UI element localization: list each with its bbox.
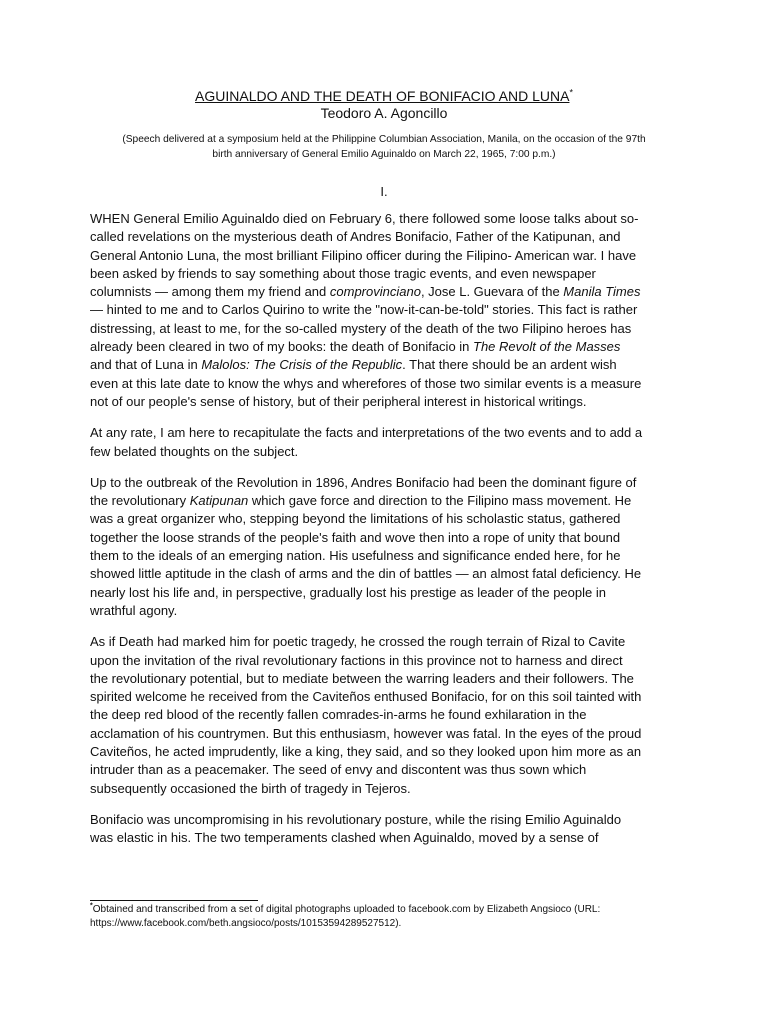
- text-line: nearly lost his life and, in perspective, gradually lost his prestige as leader of the people in: [90, 584, 606, 600]
- text-line: spirited welcome he received from the Caviteños enthused Bonifacio, for on this soil tainted with: [90, 689, 642, 705]
- text-line: General Antonio Luna, the most brilliant Filipino officer during the Filipino- American war. I have: [90, 247, 637, 263]
- footnote-url: https://www.facebook.com/beth.angsioco/posts/10153594289527512).: [90, 918, 402, 929]
- text-line: [90, 338, 678, 356]
- text-run: . That there should be an ardent wish: [402, 357, 617, 373]
- text-line: even at this late date to know the whys and wherefores of those two similar events is a measure: [90, 375, 642, 391]
- text-line: the deep red blood of the recently fallen comrades-in-arms he found exhilaration in the: [90, 707, 587, 723]
- text-line: At any rate, I am here to recapitulate the facts and interpretations of the two events and to add a: [90, 425, 643, 441]
- footnote: [90, 903, 690, 931]
- footnote-text: Obtained and transcribed from a set of digital photographs uploaded to facebook.com by Elizabeth Angsioco (URL:: [92, 904, 601, 915]
- paper-title: [90, 88, 678, 105]
- paragraph-1: [90, 210, 678, 411]
- text-line: [90, 356, 678, 374]
- paragraph-4: [90, 633, 678, 798]
- text-line: WHEN General Emilio Aguinaldo died on February 6, there followed some loose talks about so-: [90, 211, 639, 226]
- speech-occasion-note: [90, 132, 678, 162]
- document-page: [90, 88, 678, 848]
- text-line: Caviteños, he acted imprudently, like a king, they said, and so they looked upon him more as an: [90, 744, 642, 760]
- italic-term: Katipunan: [189, 493, 249, 509]
- text-line: distressing, at least to me, for the so-called mystery of the death of the two Filipino heroes has: [90, 320, 632, 336]
- text-line: acclamation of his countrymen. But this enthusiasm, however was fatal. In the eyes of the proud: [90, 725, 642, 741]
- text-line: intruder than as a peacemaker. The seed of envy and discontent was thus sown which: [90, 762, 587, 778]
- text-run: the revolutionary: [90, 493, 190, 509]
- text-run: already been cleared in two of my books: the death of Bonifacio in: [90, 339, 474, 355]
- author-name: Teodoro A. Agoncillo: [320, 105, 448, 121]
- text-run: and that of Luna in: [90, 357, 202, 373]
- text-line: — hinted to me and to Carlos Quirino to write the "now-it-can-be-told" stories. This fact is rather: [90, 302, 638, 318]
- text-line: not of our people's sense of history, but of their peripheral interest in historical writings.: [90, 393, 587, 409]
- footnote-marker: *: [90, 902, 93, 910]
- footnote-line: [90, 903, 690, 917]
- paragraph-3: [90, 474, 678, 620]
- italic-term: comprovinciano: [329, 284, 421, 300]
- text-line: them to the ideals of an emerging nation. His usefulness and significance ended here, for he: [90, 548, 621, 564]
- italic-title: Malolos: The Crisis of the Republic: [201, 357, 403, 373]
- text-line: was a great organizer who, stepping beyond the limitations of his scholastic status, gathered: [90, 511, 621, 527]
- occasion-line: birth anniversary of General Emilio Aguinaldo on March 22, 1965, 7:00 p.m.): [212, 149, 556, 160]
- text-line: subsequently occasioned the birth of tragedy in Tejeros.: [90, 780, 411, 796]
- paragraph-2: [90, 424, 678, 461]
- text-line: As if Death had marked him for poetic tragedy, he crossed the rough terrain of Rizal to Cavite: [90, 634, 626, 650]
- text-line: few belated thoughts on the subject.: [90, 443, 299, 459]
- text-line: Bonifacio was uncompromising in his revolutionary posture, while the rising Emilio Aguinaldo: [90, 811, 622, 827]
- text-line: wrathful agony.: [90, 602, 178, 618]
- text-line: called revelations on the mysterious death of Andres Bonifacio, Father of the Katipunan, and: [90, 229, 621, 245]
- text-run: columnists — among them my friend and: [90, 284, 330, 300]
- text-line: together the loose strands of the people's faith and wove then into a rope of unity that bound: [90, 529, 621, 545]
- title-text: AGUINALDO AND THE DEATH OF BONIFACIO AND LUNA: [195, 88, 570, 104]
- text-line: Up to the outbreak of the Revolution in 1896, Andres Bonifacio had been the dominant figure of: [90, 474, 637, 490]
- text-line: showed little aptitude in the clash of arms and the din of battles — an almost fatal deficiency. He: [90, 566, 642, 582]
- section-numeral: I.: [380, 184, 388, 199]
- italic-title: Manila Times: [563, 284, 641, 300]
- italic-title: The Revolt of the Masses: [473, 339, 621, 355]
- paragraph-5: [90, 811, 678, 848]
- text-run: , Jose L. Guevara of the: [420, 284, 564, 300]
- text-run: which gave force and direction to the Filipino mass movement. He: [248, 493, 632, 509]
- text-line: [90, 492, 678, 510]
- text-line: the revolutionary potential, but to mediate between the warring leaders and their followers. The: [90, 670, 634, 686]
- text-line: was elastic in his. The two temperaments clashed when Aguinaldo, moved by a sense of: [90, 830, 599, 846]
- footnote-divider: [90, 900, 258, 901]
- text-line: been asked by friends to say something about those tragic events, and even newspaper: [90, 265, 596, 281]
- title-footnote-marker: *: [569, 87, 573, 98]
- text-line: upon the invitation of the rival revolutionary factions in this province not to harness and direct: [90, 652, 623, 668]
- text-line: [90, 283, 678, 301]
- occasion-line: (Speech delivered at a symposium held at the Philippine Columbian Association, Manila, on the occasion of the 97th: [122, 134, 646, 145]
